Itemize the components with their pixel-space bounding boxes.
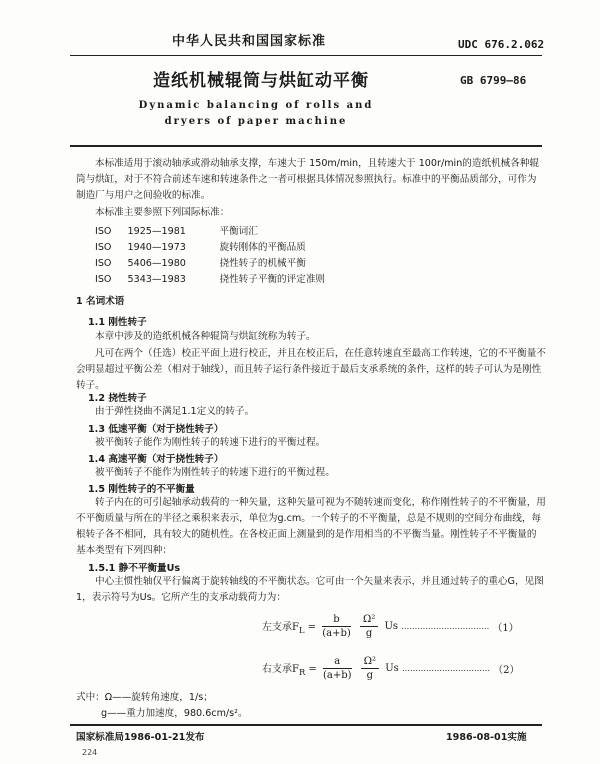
- formula-2-dots: ……………………………: [401, 664, 490, 673]
- header-rule: [70, 55, 542, 56]
- document-title-cn: 造纸机械辊筒与烘缸动平衡: [153, 71, 369, 91]
- standard-item: [95, 239, 325, 255]
- document-title-en-line2: dryers of paper machine: [164, 116, 348, 127]
- section-1-1-para1: 本章中涉及的造纸机械各种辊筒与烘缸统称为转子。: [95, 331, 316, 342]
- section-1-4-para: 被平衡转子不能作为刚性转子的转速下进行的平衡过程。: [95, 467, 335, 478]
- formula-1-omega-fraction: [360, 614, 378, 639]
- formula-2-lhs: 右支承$F_R$ =: [262, 664, 317, 677]
- section-1-5-title: 1.5 刚性转子的不平衡量: [88, 484, 195, 495]
- issue-date: 国家标准局1986-01-21发布: [76, 732, 205, 743]
- formula-2: [262, 656, 542, 690]
- formula-1-us: Us: [384, 621, 399, 632]
- formula-2-g: g: [366, 670, 374, 681]
- formula-1-denominator: (a+b): [322, 628, 351, 639]
- formula-2-index: （2）: [493, 665, 520, 676]
- where-line-2: g——重力加速度，980.6cm/s²。: [101, 708, 248, 719]
- section-1-3-para: 被平衡转子能作为刚性转子的转速下进行的平衡过程。: [95, 437, 326, 448]
- standard-code: 1940—1973: [127, 242, 186, 253]
- standards-list: [95, 223, 325, 287]
- section-1-2-para: 由于弹性挠曲不满足1.1定义的转子。: [95, 406, 255, 417]
- title-rule: [70, 145, 542, 147]
- effective-date: 1986-08-01实施: [446, 732, 527, 743]
- formula-2-omega: Ω²: [361, 656, 379, 669]
- page-number: 224: [82, 748, 98, 757]
- formula-1-numerator: b: [322, 614, 351, 627]
- intro-paragraph: 本标准适用于滚动轴承或滑动轴承支撑，车速大于 150m/min，且转速大于 100r/min的造纸机械各种辊筒与烘缸，对于不符合前述车速和转速条件之一者可根据具体情况参照执行。标准中的平衡品质部分，可作为制造厂与用户之间验收的标准。: [76, 158, 540, 201]
- formula-1-dots: ……………………………: [401, 622, 490, 631]
- standard-code: 1925—1981: [127, 226, 186, 237]
- standard-code: 5406—1980: [127, 258, 186, 269]
- standard-prefix: ISO: [95, 242, 112, 253]
- formula-2-subscript: R: [298, 667, 306, 677]
- standard-prefix: ISO: [95, 274, 112, 285]
- formula-2-us: Us: [385, 663, 399, 674]
- udc-number: UDC 676.2.062: [458, 38, 545, 51]
- section-1-3-title: 1.3 低速平衡（对于挠性转子）: [88, 424, 224, 435]
- section-1-1-title: 1.1 刚性转子: [88, 317, 147, 328]
- formula-1-fraction: [322, 614, 351, 639]
- section-1-1-para2: 凡可在两个（任选）校正平面上进行校正，并且在校正后，在任意转速直至最高工作转速，它的不平衡量不会明显超过平衡公差（相对于轴线），而且转子运行条件接近于最后支承系统的条件，这样的转子可认为是刚性转子。: [76, 348, 546, 391]
- section-1-5-para: 转子内在的可引起轴承动载荷的一种矢量，这种矢量可视为不随转速而变化，称作刚性转子的不平衡量，用不平衡质量与所在的半径之乘积来表示，单位为g.cm。一个转子的不平衡量，总是不规则的空间分布曲线，每根转子各不相同，具有较大的随机性。在各校正面上测量到的是作用相当的不平衡当量。刚性转子不平衡量的基本类型有下列四种：: [76, 497, 546, 556]
- standard-name: 挠性转子平衡的评定准则: [219, 274, 326, 285]
- formula-1-omega: Ω²: [360, 614, 378, 627]
- where-line-1: 式中：Ω——旋转角速度，1/s；: [76, 692, 213, 703]
- standard-name: 平衡词汇: [219, 226, 258, 237]
- formula-2-fraction: [323, 656, 352, 681]
- standard-code: 5343—1983: [127, 274, 186, 285]
- gb-number: GB 6799—86: [460, 74, 527, 87]
- formula-1-subscript: L: [298, 625, 305, 635]
- formula-1-lhs: 左支承$F_L$ =: [262, 622, 317, 635]
- section-1-heading: 1 名词术语: [76, 296, 125, 307]
- standard-name: 挠性转子的机械平衡: [219, 258, 306, 269]
- formula-1-index: （1）: [492, 623, 519, 634]
- national-standard-title: 中华人民共和国国家标准: [172, 34, 327, 49]
- footer-rule: [70, 724, 542, 726]
- formula-1-label: 左支承F: [262, 622, 299, 633]
- section-1-5-1-para: 中心主惯性轴仅平行偏离于旋转轴线的不平衡状态。它可由一个矢量来表示，并且通过转子的重心G，见图1，表示符号为Us。它所产生的支承动载荷力为：: [76, 576, 544, 603]
- standard-name: 旋转刚体的平衡品质: [219, 242, 306, 253]
- standard-item: [95, 255, 325, 271]
- section-1-2-title: 1.2 挠性转子: [88, 393, 147, 404]
- formula-2-numerator: a: [323, 656, 352, 669]
- standard-prefix: ISO: [95, 226, 112, 237]
- formula-1: [262, 614, 542, 648]
- formula-2-label: 右支承F: [262, 664, 299, 675]
- formula-2-omega-fraction: [361, 656, 379, 681]
- standard-item: [95, 223, 325, 239]
- section-1-5-1-title: 1.5.1 静不平衡量Us: [88, 563, 181, 574]
- formula-2-denominator: (a+b): [322, 670, 352, 681]
- standard-prefix: ISO: [95, 258, 112, 269]
- section-1-4-title: 1.4 高速平衡（对于挠性转子）: [88, 454, 224, 465]
- standard-item: [95, 271, 325, 287]
- formula-1-g: g: [365, 628, 373, 639]
- document-title-en-line1: Dynamic balancing of rolls and: [138, 100, 374, 111]
- intro-reference-line: 本标准主要参照下列国际标准：: [95, 207, 230, 218]
